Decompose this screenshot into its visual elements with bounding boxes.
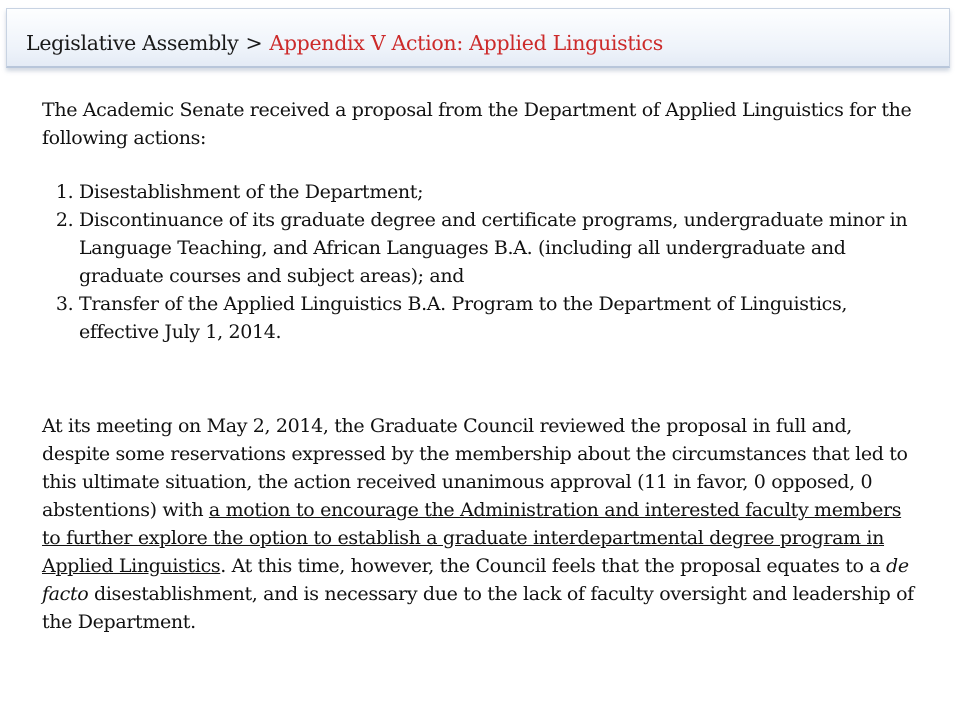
council-text-3: disestablishment, and is necessary due to the lack of faculty oversight and leadership of the Department. — [42, 583, 914, 633]
breadcrumb-current: Appendix V Action: Applied Linguistics — [269, 31, 663, 55]
body-content — [42, 96, 922, 636]
council-paragraph — [42, 412, 922, 636]
de-facto-italic: de facto — [42, 555, 909, 605]
breadcrumb — [26, 30, 663, 56]
intro-paragraph: The Academic Senate received a proposal from the Department of Applied Linguistics for the following actions: — [42, 99, 912, 149]
action-item-1: 1. Disestablishment of the Department; — [79, 178, 922, 206]
breadcrumb-separator: > — [245, 31, 263, 55]
action-item-2: 2. Discontinuance of its graduate degree and certificate programs, undergraduate minor in Language Teaching, and African Languages B.A. (including all undergraduate and graduate courses and subject areas); and — [79, 206, 922, 290]
actions-list — [42, 178, 922, 346]
council-text-2: . At this time, however, the Council feels that the proposal equates to a — [220, 555, 886, 577]
breadcrumb-root: Legislative Assembly — [26, 31, 239, 55]
action-item-3: 3. Transfer of the Applied Linguistics B.A. Program to the Department of Linguistics, effective July 1, 2014. — [79, 290, 922, 346]
motion-underlined-text: a motion to encourage the Administration and interested faculty members to further explore the option to establish a graduate interdepartmental degree program in Applied Linguistics — [42, 499, 902, 577]
council-text-1: At its meeting on May 2, 2014, the Graduate Council reviewed the proposal in full and, despite some reservations expressed by the membership about the circumstances that led to this ultimate situation, the action received unanimous approval (11 in favor, 0 opposed, 0 abstentions) with — [42, 415, 908, 521]
